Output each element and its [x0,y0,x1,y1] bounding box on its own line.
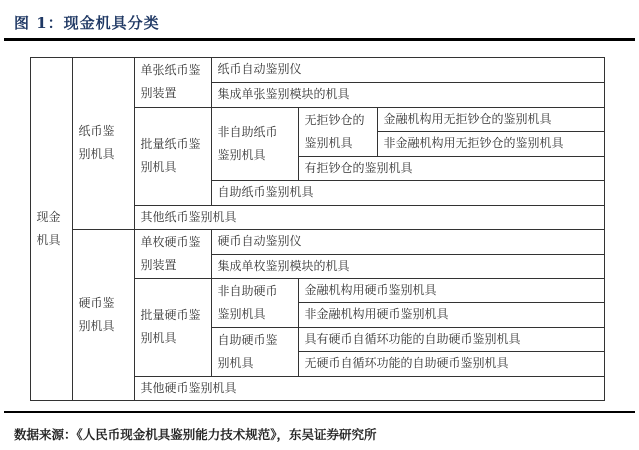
source-note: 数据来源：《人民币现金机具鉴别能力技术规范》，东吴证券研究所 [14,427,377,442]
table-cell [298,107,378,157]
cell-text: 单张纸币鉴别装置 [140,63,201,100]
table-cell [298,156,605,181]
cell-text: 金融机构用硬币鉴别机具 [304,282,437,297]
table-cell [134,205,605,230]
cell-text: 批量纸币鉴别机具 [140,137,201,174]
table-cell [211,82,605,108]
table-cell [211,254,605,279]
table-cell [30,57,73,401]
table-cell [298,278,605,303]
cell-text: 纸币自动鉴别仪 [217,62,302,76]
figure-title: 图 1：现金机具分类 [14,14,160,32]
cell-text: 具有硬币自循环功能的自助硬币鉴别机具 [304,331,521,346]
cell-text: 自助硬币鉴别机具 [217,332,278,370]
cell-text: 有拒钞仓的鉴别机具 [304,160,413,175]
table-cell [211,278,299,328]
cell-text: 金融机构用无拒钞仓的鉴别机具 [383,111,552,126]
cell-text: 批量硬币鉴别机具 [140,308,201,345]
cell-text: 非自助纸币鉴别机具 [217,124,278,162]
cell-text: 自助纸币鉴别机具 [217,185,314,199]
table-cell [211,57,605,83]
cell-text: 集成单张鉴别模块的机具 [217,87,350,101]
bottom-rule [4,411,635,413]
cell-text: 无硬币自循环功能的自助硬币鉴别机具 [304,356,509,370]
cell-text: 现金机具 [36,209,61,247]
cell-text: 非自助硬币鉴别机具 [217,283,278,321]
cell-text: 单枚硬币鉴别装置 [140,234,201,272]
top-rule [4,38,635,41]
cell-text: 纸币鉴别机具 [78,124,115,161]
table-cell [211,180,605,206]
cell-text: 硬币鉴别机具 [78,295,115,333]
table-cell [72,57,135,230]
table-cell [134,229,212,279]
table-cell [211,327,299,377]
table-cell [211,229,605,255]
cell-text: 其他硬币鉴别机具 [140,380,237,395]
cell-text: 硬币自动鉴别仪 [217,234,302,248]
table-cell [211,107,299,181]
table-cell [134,107,212,206]
cell-text: 集成单枚鉴别模块的机具 [217,258,350,273]
cell-text: 非金融机构用无拒钞仓的鉴别机具 [383,136,564,150]
cell-text: 非金融机构用硬币鉴别机具 [304,307,449,321]
table-cell [134,376,605,401]
table-cell [134,57,212,108]
cell-text: 无拒钞仓的鉴别机具 [304,112,365,150]
table-cell [377,107,605,132]
table-cell [298,327,605,352]
table-cell [377,131,605,157]
cell-text: 其他纸币鉴别机具 [140,209,237,224]
table-cell [298,302,605,328]
table-cell [134,278,212,377]
table-cell [72,229,135,401]
table-cell [298,351,605,377]
